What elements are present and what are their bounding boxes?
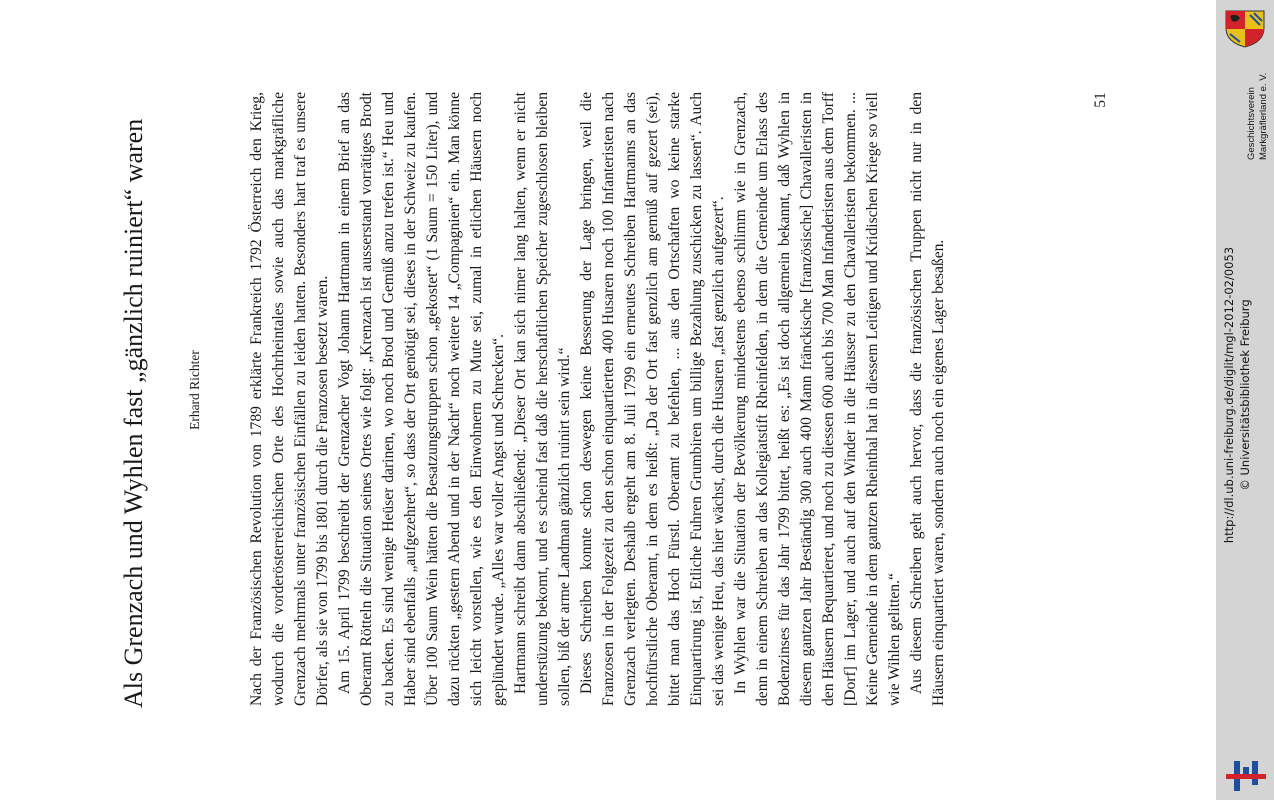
paragraph: Aus diesem Schreiben geht auch hervor, dass die französischen Truppen nicht nur in den Häusern einquartiert waren, sondern auch noch ein eigenes Lager besaßen.	[908, 92, 947, 706]
article-title: Als Grenzach und Wyhlen fast „gänzlich ruiniert“ waren	[119, 118, 148, 708]
article-author: Erhard Richter	[187, 350, 202, 430]
sidebar-text-group	[1216, 0, 1274, 800]
paragraph: Hartmann schreibt dann abschließend: „Dieser Ort kan sich nimer lang halten, wenn er nicht understüzung bekomt, und es scheind fast daß die herschaftlichen Speicher zugeschlosen bleiben sollen, biß der arme Landman gänzlich ruinirt sein wird.“	[512, 92, 573, 706]
viewer-sidebar	[1216, 0, 1274, 800]
society-name-line2: Markgräflerland e. V.	[1258, 72, 1269, 160]
paragraph: Am 15. April 1799 beschreibt der Grenzacher Vogt Johann Hartmann in einem Brief an das Oberamt Rötteln die Situation seines Ortes wie folgt: „Krenzach ist ausserstand vorrätiges Brodt zu backen. Es sind wenige Heüser darinen, wo noch Brod und Gemüß anzu trefen ist.“ Heu und Haber sind ebenfalls „aufgezehret“, so dass der Ort genötigt sei, dieses in der Schweiz zu kaufen. Über 100 Saum Wein hätten die Besatzungstruppen schon „gekostet“ (1 Saum = 150 Liter), und dazu rückten „gestern Abend und in der Nacht“ noch weitere 14 „Compagnien“ ein. Man könne sich leicht vorstellen, wie es den Einwohnern zu Mute sei, zumal in etlichen Häusern noch geplündert wurde. „Alles war voller Angst und Schrecken“.	[336, 92, 507, 706]
ub-freiburg-logo-icon[interactable]	[1224, 758, 1268, 794]
coat-of-arms-icon[interactable]	[1222, 8, 1268, 48]
library-credit: © Universitätsbibliothek Freiburg	[1238, 299, 1252, 491]
paragraph: Nach der Französischen Revolution von 1789 erklärte Frankreich 1792 Österreich den Krieg, wodurch die vorderösterreichischen Orte des Hochrheintales sowie auch das markgräfliche Grenzach mehrmals unter französischen Einfällen zu leiden hatten. Besonders hart traf es unsere Dörfer, als sie von 1799 bis 1801 durch die Franzosen besetzt waren.	[248, 92, 331, 706]
paragraph: Dieses Schreiben konnte schon deswegen keine Besserung der Lage bringen, weil die Franzosen in der Folgezeit zu den schon einquartierten 400 Husaren noch 100 Infanteristen nach Grenzach verlegten. Deshalb ergeht am 8. Juli 1799 ein erneutes Schreiben Hartmanns an das hochfürstliche Oberamt, in dem es heißt: „Da der Ort fast genzlich am gemüß auf gezert (sei), bittet man das Hoch Fürstl. Oberamt zu befehlen, ... aus den Ortschaften wo keine starke Einquartirung ist, Etliche Fuhren Grumbiren um billige Bezahlung zuschicken zu lassen“. Auch sei das wenige Heu, das hier wächst, durch die Husaren „fast genzlich aufgezert“.	[578, 92, 727, 706]
society-name-line1: Geschichtsverein	[1246, 87, 1257, 160]
permalink[interactable]: http://dl.ub.uni-freiburg.de/diglit/mgl-2012-02/0053	[1222, 246, 1236, 544]
page-number: 51	[1092, 92, 1109, 108]
paragraph: In Wyhlen war die Situation der Bevölkerung mindestens ebenso schlimm wie in Grenzach, denn in einem Schreiben an das Kollegiatstift Rheinfelden, in dem die Gemeinde um Erlass des Bodenzinses für das Jahr 1799 bittet, heißt es: „Es ist doch allgemein bekannt, daß Wyhlen in diesem gantzen Jahr Beständig 300 auch 400 Mann fränckische [französische] Chavalleristen in den Häusern Bequartieret, und noch zu diessen 600 auch bis 700 Man Infanderisten aus dem Torff [Dorf] im Lager, und auch auf den Winder in die Häusser zu den Chavalleristen bekommen. ... Keine Gemeinde in dem gantzen Rheinthal hat in diessem Leitigen und Kridischen Kriege so viell wie Wihlen gelitten.“	[732, 92, 903, 706]
article-body	[246, 92, 950, 706]
